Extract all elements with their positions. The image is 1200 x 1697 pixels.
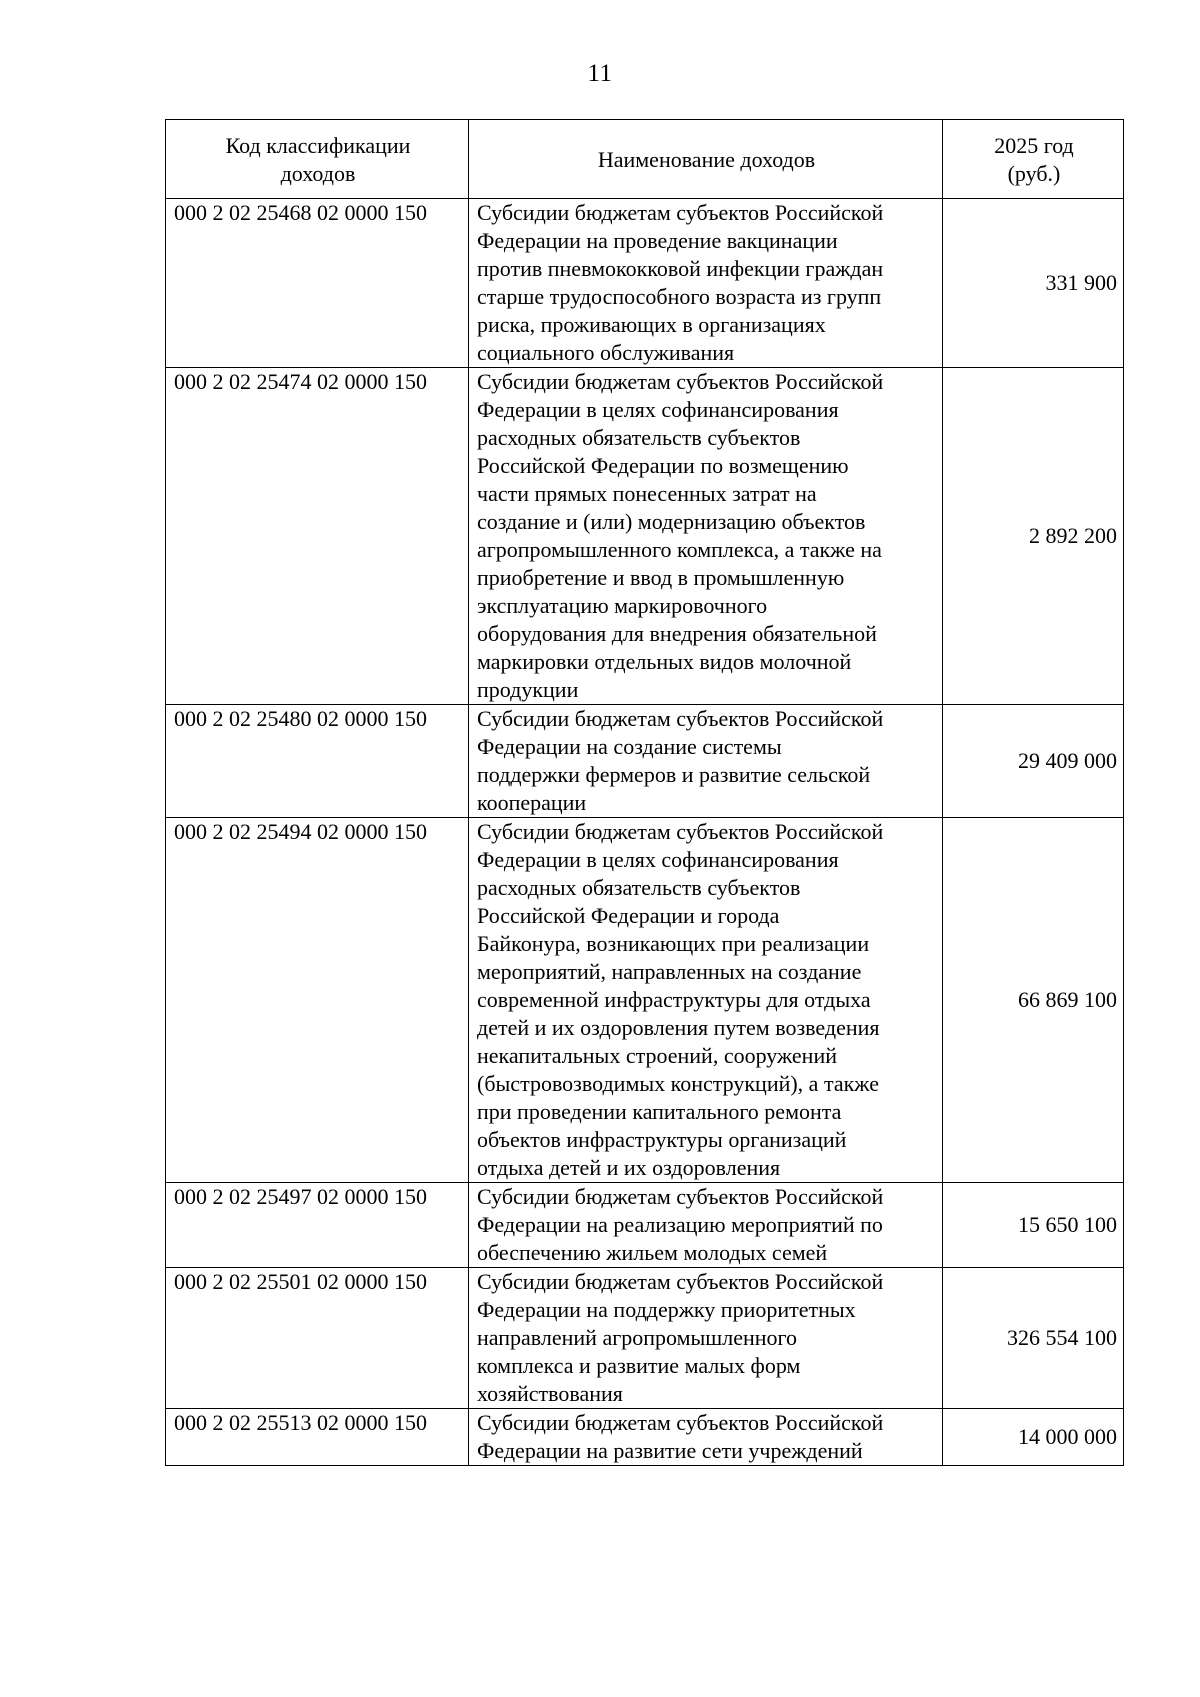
income-name-line: Российской Федерации по возмещению: [477, 453, 849, 478]
income-name-line: старше трудоспособного возраста из групп: [477, 284, 882, 309]
income-name-cell: [469, 1409, 943, 1466]
header-amount-line: 2025 год: [994, 133, 1074, 158]
income-name-line: Российской Федерации и города: [477, 903, 780, 928]
income-name-line: при проведении капитального ремонта: [477, 1099, 842, 1124]
income-name-line: Субсидии бюджетам субъектов Российской: [477, 1269, 884, 1294]
income-name-line: Федерации на проведение вакцинации: [477, 228, 838, 253]
income-name-line: эксплуатацию маркировочного: [477, 593, 768, 618]
income-name-line: Субсидии бюджетам субъектов Российской: [477, 1410, 884, 1435]
income-name-line: расходных обязательств субъектов: [477, 875, 801, 900]
income-name-cell: [469, 705, 943, 818]
income-name-line: Федерации на создание системы: [477, 734, 782, 759]
header-code-line: доходов: [280, 161, 356, 186]
header-amount-line: (руб.): [1007, 161, 1061, 186]
income-name-line: Субсидии бюджетам субъектов Российской: [477, 369, 884, 394]
table-row: [166, 1409, 1124, 1466]
income-name-line: приобретение и ввод в промышленную: [477, 565, 845, 590]
income-name-line: Субсидии бюджетам субъектов Российской: [477, 1184, 884, 1209]
classification-code-cell: 000 2 02 25513 02 0000 150: [166, 1409, 469, 1466]
amount-cell: 15 650 100: [943, 1183, 1124, 1268]
amount-cell: 2 892 200: [943, 368, 1124, 705]
income-name-line: (быстровозводимых конструкций), а также: [477, 1071, 879, 1096]
income-name-line: отдыха детей и их оздоровления: [477, 1155, 781, 1180]
classification-code-cell: 000 2 02 25501 02 0000 150: [166, 1268, 469, 1409]
classification-code-cell: 000 2 02 25480 02 0000 150: [166, 705, 469, 818]
income-name-line: Субсидии бюджетам субъектов Российской: [477, 819, 884, 844]
table-row: [166, 1268, 1124, 1409]
table-row: [166, 818, 1124, 1183]
column-header-name: [469, 120, 943, 199]
income-name-line: Федерации на поддержку приоритетных: [477, 1297, 856, 1322]
amount-cell: 29 409 000: [943, 705, 1124, 818]
table-row: [166, 1183, 1124, 1268]
income-name-cell: [469, 368, 943, 705]
table-row: [166, 705, 1124, 818]
header-code-line: Код классификации: [225, 133, 411, 158]
income-name-cell: [469, 818, 943, 1183]
income-name-line: поддержки фермеров и развитие сельской: [477, 762, 871, 787]
income-name-line: части прямых понесенных затрат на: [477, 481, 817, 506]
income-name-cell: [469, 1183, 943, 1268]
amount-cell: 331 900: [943, 199, 1124, 368]
column-header-code: [166, 120, 469, 199]
header-name-line: Наименование доходов: [597, 147, 816, 172]
income-name-line: объектов инфраструктуры организаций: [477, 1127, 847, 1152]
table-row: [166, 199, 1124, 368]
income-name-line: обеспечению жильем молодых семей: [477, 1240, 828, 1265]
income-name-line: Субсидии бюджетам субъектов Российской: [477, 706, 884, 731]
income-name-line: Федерации в целях софинансирования: [477, 847, 839, 872]
classification-code-cell: 000 2 02 25494 02 0000 150: [166, 818, 469, 1183]
income-name-line: агропромышленного комплекса, а также на: [477, 537, 882, 562]
table-row: [166, 368, 1124, 705]
income-name-line: Байконура, возникающих при реализации: [477, 931, 870, 956]
classification-code-cell: 000 2 02 25474 02 0000 150: [166, 368, 469, 705]
income-name-line: мероприятий, направленных на создание: [477, 959, 862, 984]
income-name-line: детей и их оздоровления путем возведения: [477, 1015, 880, 1040]
income-name-line: против пневмококковой инфекции граждан: [477, 256, 884, 281]
income-name-line: создание и (или) модернизацию объектов: [477, 509, 866, 534]
income-name-line: социального обслуживания: [477, 340, 735, 365]
income-name-line: хозяйствования: [477, 1381, 623, 1406]
income-name-line: Федерации на реализацию мероприятий по: [477, 1212, 883, 1237]
income-name-line: маркировки отдельных видов молочной: [477, 649, 852, 674]
income-name-line: Федерации на развитие сети учреждений: [477, 1438, 863, 1463]
income-name-line: продукции: [477, 677, 579, 702]
income-name-line: Федерации в целях софинансирования: [477, 397, 839, 422]
income-name-line: современной инфраструктуры для отдыха: [477, 987, 871, 1012]
table-body: [166, 199, 1124, 1466]
table-header-row: [166, 120, 1124, 199]
income-name-line: некапитальных строений, сооружений: [477, 1043, 838, 1068]
classification-code-cell: 000 2 02 25497 02 0000 150: [166, 1183, 469, 1268]
amount-cell: 326 554 100: [943, 1268, 1124, 1409]
income-name-cell: [469, 1268, 943, 1409]
income-name-line: оборудования для внедрения обязательной: [477, 621, 877, 646]
amount-cell: 66 869 100: [943, 818, 1124, 1183]
income-table: [165, 119, 1124, 1466]
column-header-amount: [943, 120, 1124, 199]
income-name-line: Субсидии бюджетам субъектов Российской: [477, 200, 884, 225]
classification-code-cell: 000 2 02 25468 02 0000 150: [166, 199, 469, 368]
income-name-line: расходных обязательств субъектов: [477, 425, 801, 450]
income-name-line: направлений агропромышленного: [477, 1325, 797, 1350]
page-number: 11: [587, 60, 613, 87]
amount-cell: 14 000 000: [943, 1409, 1124, 1466]
income-name-cell: [469, 199, 943, 368]
income-name-line: риска, проживающих в организациях: [477, 312, 826, 337]
income-name-line: комплекса и развитие малых форм: [477, 1353, 801, 1378]
income-name-line: кооперации: [477, 790, 587, 815]
